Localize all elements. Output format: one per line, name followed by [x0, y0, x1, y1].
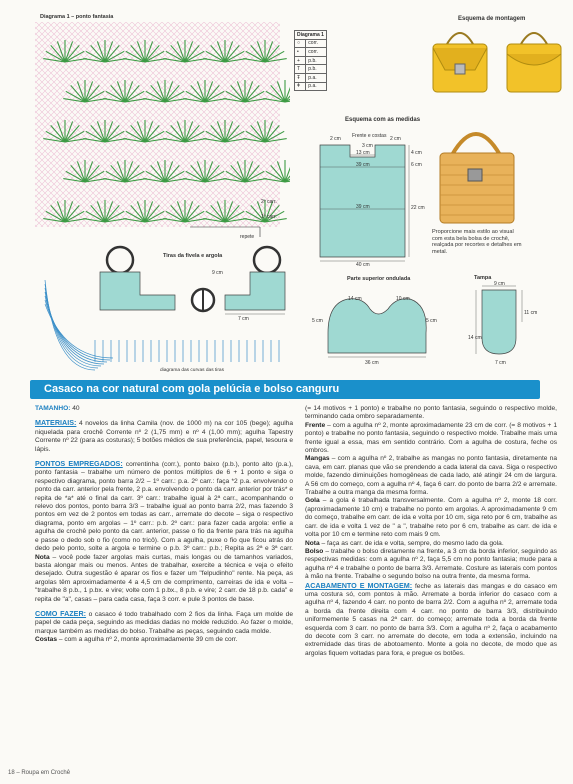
frente-para	[305, 422, 557, 456]
legend-symbol: ○	[295, 39, 306, 48]
dim-top-right: 2 cm	[390, 136, 401, 142]
legend-symbol: •	[295, 48, 306, 57]
legend-label: p.a.	[306, 73, 327, 82]
superior-title: Parte superior ondulada	[347, 276, 411, 282]
section-banner	[30, 380, 540, 399]
gola-nota-para	[305, 540, 557, 548]
montagem-title: Esquema de montagem	[458, 16, 526, 22]
acabamento-para	[305, 582, 557, 659]
tampa-dim-11: 11 cm	[524, 310, 538, 316]
tamanho-para	[35, 405, 293, 413]
right-column	[305, 405, 557, 658]
tamanho-label: TAMANHO:	[35, 405, 71, 412]
legend-row	[295, 39, 327, 48]
como-label: COMO FAZER:	[35, 608, 87, 618]
pontos-label: PONTOS EMPREGADOS:	[35, 459, 123, 469]
legend-row	[295, 65, 327, 74]
buckle-strap-schematic	[35, 240, 300, 375]
gola-para	[305, 497, 557, 539]
intro-para	[305, 405, 557, 422]
dim-inner-39a: 39 cm	[356, 162, 370, 168]
pontos-para	[35, 460, 293, 604]
photo-caption: Proporcione mais estilo ao visual com esta bela bolsa de crochê, realçada por recortes e detalhes em metal.	[432, 229, 522, 255]
curvas-title: diagrama das curvas das tiras	[160, 368, 224, 373]
fivela-dim-9: 9 cm	[212, 270, 223, 276]
frente-text: – com a agulha nº 2, monte aproximadamente 23 cm de corr. (= 8 motivos + 1 ponto) e trabalhe no ponto fantasia, seguindo o respectivo molde. Trabalhe mais uma frente igual a essa, mas em sentido contrário. Com a agulha de costura, feche os ombros.	[305, 421, 557, 455]
materiais-para	[35, 419, 293, 454]
legend-label: corr.	[306, 39, 327, 48]
bolso-text: – trabalhe o bolso diretamente na frente, a 3 cm da borda inferior, seguindo as respectivas medidas: com a agulha nº 2, faça 5,5 cm no ponto fantasia; mude para a agulha nº 4 e trabalhe o ponto de barra 3/3. Arremate. Costure as laterais com pontos à mão na frente. Trabalhe o segundo bolso na outra frente, da mesma forma.	[305, 547, 557, 581]
dim-side-6: 6 cm	[411, 162, 422, 168]
legend-symbol: T	[295, 65, 306, 74]
banner-title: Casaco na cor natural com gola pelúcia e bolso canguru	[44, 383, 340, 395]
acabamento-text: feche as laterais das mangas e do casaco em uma costura só, com pontos à mão. Arremate a borda inferior do casaco com a agulha nº 4, fazendo 4 carr. no ponto de barra 2/2. Com a agulha nº 2, arremate toda a borda da frente direita com 4 carr. no ponto de barra 3/3, distribuindo uniformemente 5 casas na 2ª carr. do começo; arremate toda a borda da frente esquerda com 3 carr. no ponto de barra 3/3. Com a agulha nº 2, faça o acabamento do decote com 3 carr. no arremate do decote, em toda a extensão, incluindo na extremidade das tiras de abotoamento. Monte a gola no decote, de modo que as argolas fiquem voltadas para fora, e pregue os botões.	[305, 582, 557, 657]
dim-top-left: 2 cm	[330, 136, 341, 142]
nota-label: Nota	[35, 553, 50, 561]
dim-side-4: 4 cm	[411, 150, 422, 156]
mangas-label: Mangas	[305, 455, 330, 463]
fivela-title: Tiras da fivela e argola	[163, 253, 223, 259]
legend-label: corr.	[306, 48, 327, 57]
sup-dim-14: 14 cm	[348, 296, 362, 302]
lid-schematic	[468, 282, 540, 368]
acabamento-label: ACABAMENTO E MONTAGEM:	[305, 580, 413, 590]
left-column	[35, 405, 293, 645]
gola-nota-text: – faça as carr. de ida e volta, sempre, do mesmo lado da gola.	[321, 539, 504, 547]
legend-label: p.a.	[306, 82, 327, 91]
legend-symbol: Ŧ	[295, 73, 306, 82]
tampa-dim-7: 7 cm	[495, 360, 506, 366]
crochet-chart-diagram	[30, 22, 290, 247]
diagram1-title: Diagrama 1 – ponto fantasia	[40, 14, 114, 20]
legend-row	[295, 56, 327, 65]
dim-bottom-40: 40 cm	[356, 262, 370, 268]
pontos-text: correntinha (corr.), ponto baixo (p.b.), ponto alto (p.a.), ponto fantasia – trabalhe um número de pontos múltiplos de 6 + 1 ponto e siga o respectivo diagrama, ponto barra 2/2 – 1º carr.: p.a. 2º carr.: faça *2 p.a. envolvendo o ponto da carr. anterior pela frente, 2 p.a. envolvendo o ponto da carr. anterior por trás* e repita de *a* até o final da carr. 3º carr.: trabalhe igual à 2ª carr., acompanhando o relevo dos pontos, ponto barra 3/3 – trabalhe igual ao ponto barra 2/2, mas fazendo 3 pontos em vez de 2 pontos em todas as carr., arremate do decote – siga o respectivo diagrama, ponto em argolas – 1º carr.: p.b. 2º carr.: para fazer cada argola: enfie a agulha de crochê pelo ponto da carr. anterior, passe o fio da frente para trás na agulha e passe o dedo sob o fio (como no tricô). Com a agulha, puxe o fio que ficou atrás do dedo pelo ponto, solte a argola e termine o p.b. 3º carr.: p.b.; Repita as 2ª e 3ª carr.	[35, 461, 293, 553]
legend-row	[295, 82, 327, 91]
sup-dim-10: 10 cm	[396, 296, 410, 302]
costas-label: Costas	[35, 636, 57, 644]
mangas-para	[305, 455, 557, 497]
front-back-schematic	[305, 137, 425, 267]
bag-photo	[430, 115, 522, 227]
wavy-top-schematic	[318, 283, 436, 365]
repeat-label: repete	[240, 234, 255, 240]
bag-assembly-illustration	[425, 26, 573, 106]
mangas-text: – com a agulha nº 2, trabalhe as mangas no ponto fantasia, diretamente na cava, em carr. planas que vão se prendendo a cada lateral da cava. Siga o respectivo molde, fazendo diminuições homogêneas de cada lado, até atingir 24 cm de largura. A 56 cm do começo, com a agulha nº 4, faça 6 carr. do ponto de barra 2/2 e arremate. Trabalhe a outra manga da mesma forma.	[305, 455, 557, 497]
legend-symbol: ǂ	[295, 82, 306, 91]
gola-text: – a gola é trabalhada transversalmente. Com a agulha nº 2, monte 18 corr. (aproximadamente 10 cm) e trabalhe no ponto em argolas. A aproximadamente 9 cm do começo, trabalhe em carr. de ida e volta por 10 cm, siga reto por 6 cm, trabalhe as carr. de ida e volta 1 vez de " a ", trabalhe reto por 6 cm, trabalhe as carr. de ida e volta por 10 cm e termine reto com mais 9 cm.	[305, 497, 557, 539]
tampa-title: Tampa	[474, 275, 492, 281]
medidas-title: Esquema com as medidas	[345, 117, 421, 123]
dim-inner-39b: 39 cm	[356, 204, 370, 210]
dim-inner-13: 13 cm	[356, 150, 370, 156]
legend-title: Diagrama 1	[295, 31, 327, 40]
legend-label: p.b.	[306, 65, 327, 74]
dim-top-mid: 3 cm	[362, 143, 373, 149]
bolso-para	[305, 548, 557, 582]
costas-text: – com a agulha nº 2, monte aproximadamente 39 cm de corr.	[58, 636, 238, 644]
bolso-label: Bolso	[305, 547, 324, 555]
legend-box	[294, 30, 327, 91]
legend-symbol: +	[295, 56, 306, 65]
frente-label: Frente e costas	[352, 133, 387, 139]
dim-side-22: 22 cm	[411, 205, 425, 211]
tampa-dim-9: 9 cm	[494, 281, 505, 287]
legend-label: p.b.	[306, 56, 327, 65]
legend-row	[295, 73, 327, 82]
tamanho-value: 40	[72, 405, 80, 412]
gola-nota-label: Nota	[305, 539, 320, 547]
materiais-label: MATERIAIS:	[35, 418, 77, 428]
como-para	[35, 610, 293, 636]
gola-label: Gola	[305, 497, 320, 505]
nota-text: – você pode fazer argolas mais curtas, mais longas ou de tamanhos variados, basta alongar mais ou menos. Antes de trabalhar, exercite a técnica e veja o efeito desejado. Outra sugestão é aparar os fios e fazer um "felpudinho" rente. Na peça, as argolas têm aproximadamente 4 a 4,5 cm de comprimento, carreiras de ida e volta – "trabalhe 8 p.b., 1 p.bx. e vire; volte com 1 p.bx., 8 p.b. e vire; 2 carr. de 18 p.b. cada" e repita de "a", casas – para cada casa, faça 3 corr. e pule 3 pontos de base.	[35, 553, 293, 603]
page-footer: 18 – Roupa em Crochê	[8, 770, 71, 776]
curve-stitch-row	[45, 280, 95, 370]
sup-dim-36: 36 cm	[365, 360, 379, 366]
row2-label: 2º carr.	[261, 199, 277, 205]
sup-dim-5a: 5 cm	[312, 318, 323, 324]
frente-label-text: Frente	[305, 421, 326, 429]
tampa-dim-14: 14 cm	[468, 335, 482, 341]
fivela-dim-7: 7 cm	[238, 316, 249, 322]
costas-para	[35, 636, 293, 644]
sup-dim-5b: 5 cm	[426, 318, 437, 324]
legend-row	[295, 48, 327, 57]
legend-table	[294, 30, 327, 91]
intro-text: (= 14 motivos + 1 ponto) e trabalhe no ponto fantasia, seguindo o respectivo molde, terminando cada ombro separadamente.	[305, 405, 557, 421]
como-text: o casaco é todo trabalhado com 2 fios da linha. Faça um molde de papel de cada peça, seguindo as medidas dadas no molde reduzido. Ao fazer o molde, marque também as medidas do bolso. Trabalhe as peças, seguindo cada molde.	[35, 610, 293, 635]
materiais-text: 4 novelos da linha Camila (nov. de 1000 m) na cor 105 (bege); agulha niquelada para crochê Corrente nº 2 (1,75 mm) e nº 4 (1,00 mm); agulha Tapestry Corrente nº 22 (para as costuras); 5 botões médios de sua preferência, papel, tesoura e lápis.	[35, 420, 293, 453]
row1-label: 1º carr.	[261, 214, 277, 220]
